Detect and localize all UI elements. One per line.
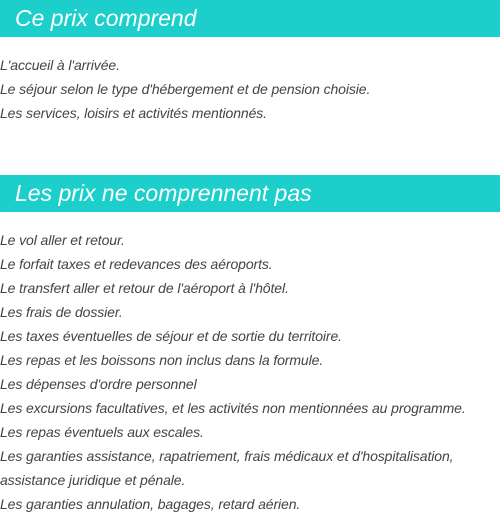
list-item: Les services, loisirs et activités mentionnés. <box>0 105 267 121</box>
list-item: Les frais de dossier. <box>0 304 123 320</box>
list-item: Les taxes éventuelles de séjour et de sortie du territoire. <box>0 328 342 344</box>
section-title-included: Ce prix comprend <box>0 0 500 37</box>
list-item: Les dépenses d'ordre personnel <box>0 376 197 392</box>
list-item: Les excursions facultatives, et les activités non mentionnées au programme. <box>0 400 466 416</box>
list-item: L'accueil à l'arrivée. <box>0 57 120 73</box>
list-item: Les garanties annulation, bagages, retard aérien. <box>0 496 301 512</box>
list-item: Les repas éventuels aux escales. <box>0 424 204 440</box>
list-item: Les repas et les boissons non inclus dans la formule. <box>0 352 324 368</box>
list-item: Le séjour selon le type d'hébergement et de pension choisie. <box>0 81 371 97</box>
excluded-list <box>0 228 500 516</box>
list-item: Le vol aller et retour. <box>0 232 125 248</box>
included-list <box>0 53 500 125</box>
list-item: Les garanties assistance, rapatriement, frais médicaux et d'hospitalisation, assistance juridique et pénale. <box>0 448 454 488</box>
list-item: Le forfait taxes et redevances des aéroports. <box>0 256 273 272</box>
list-item: Le transfert aller et retour de l'aéroport à l'hôtel. <box>0 280 289 296</box>
section-title-excluded: Les prix ne comprennent pas <box>0 175 500 212</box>
